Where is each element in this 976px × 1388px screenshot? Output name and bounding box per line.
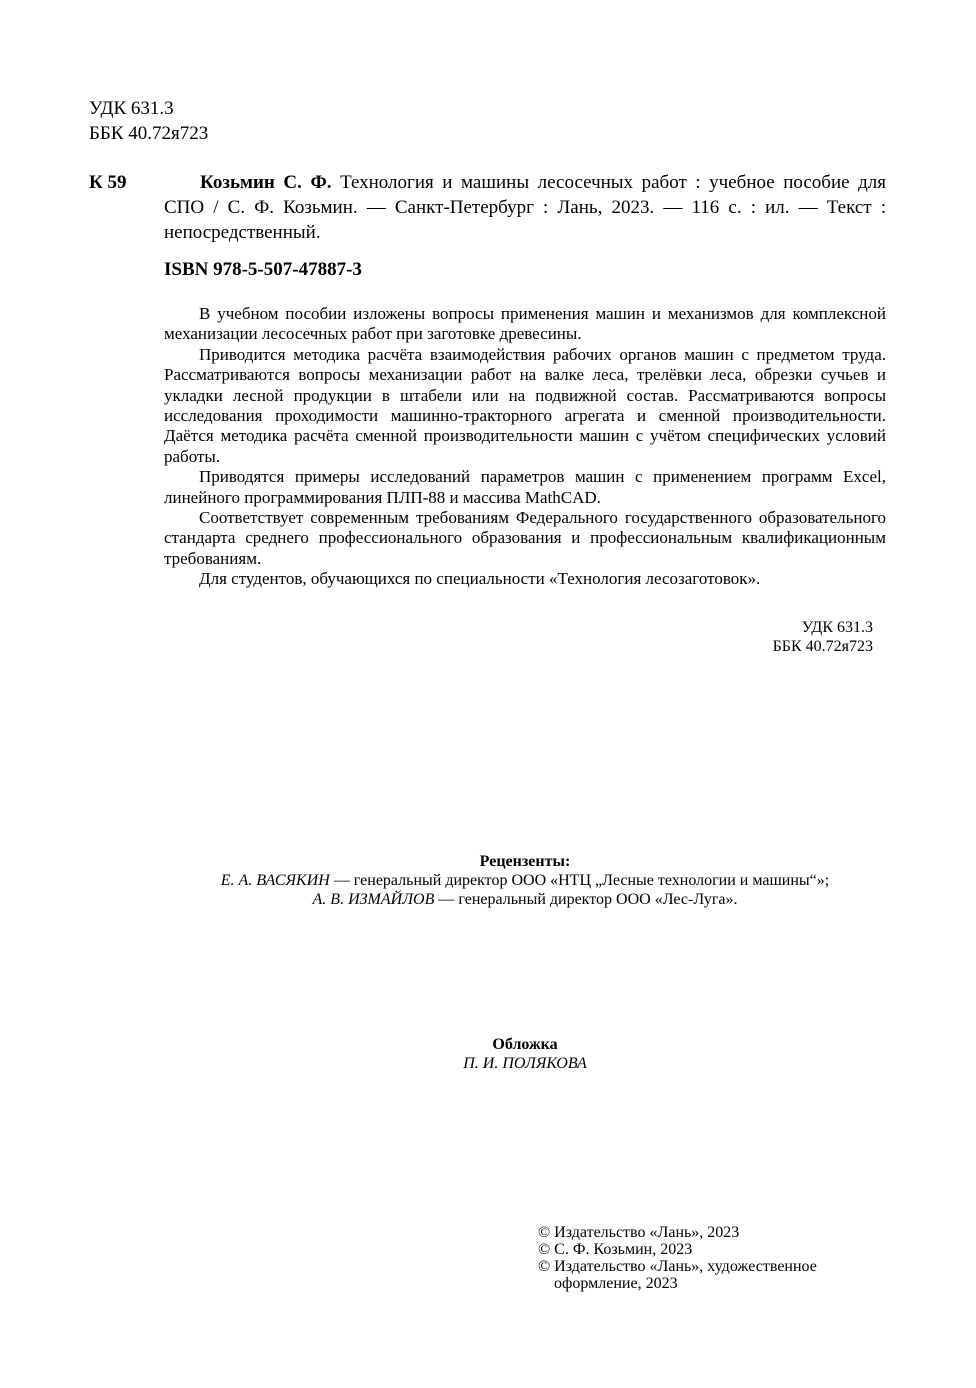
reviewer-name: А. В. ИЗМАЙЛОВ bbox=[312, 891, 435, 908]
reviewers-section bbox=[164, 852, 886, 909]
abstract bbox=[164, 304, 886, 590]
reviewer-entry bbox=[164, 890, 886, 909]
udk-code: УДК 631.3 bbox=[89, 98, 174, 119]
copyright-block bbox=[538, 1224, 878, 1292]
reviewer-name: Е. А. ВАСЯКИН bbox=[220, 872, 330, 889]
reviewer-entry bbox=[164, 871, 886, 890]
abstract-paragraph: Соответствует современным требованиям Федерального государственного образовательного стандарта среднего профессионального образования и профессиональным квалификационным требованиям. bbox=[164, 508, 886, 568]
copyright-line: оформление, 2023 bbox=[554, 1275, 678, 1292]
copyright-line: © Издательство «Лань», художественное bbox=[538, 1258, 817, 1275]
classification-block bbox=[89, 96, 208, 146]
author-code: К 59 bbox=[89, 172, 127, 193]
copyright-line: © Издательство «Лань», 2023 bbox=[538, 1224, 740, 1241]
abstract-paragraph: Приводится методика расчёта взаимодействия рабочих органов машин с предметом труда. Рассматриваются вопросы механизации работ на валке леса, трелёвки леса, обрезки сучьев и укладки лесной продукции в штабели или на подвижной состав. Рассматриваются вопросы исследования проходимости машинно-тракторного агрегата и сменной производительности. Даётся методика расчёта сменной производительности машин с учётом специфических условий работы. bbox=[164, 344, 886, 466]
bibliographic-record bbox=[164, 170, 886, 245]
book-author: Козьмин С. Ф. bbox=[200, 172, 332, 193]
bbk-code: ББК 40.72я723 bbox=[89, 123, 209, 144]
abstract-paragraph: В учебном пособии изложены вопросы применения машин и механизмов для комплексной механизации лесосечных работ при заготовке древесины. bbox=[164, 304, 886, 344]
book-description: Технология и машины лесосечных работ : учебное пособие для СПО / С. Ф. Козьмин. — Санкт-Петербург : Лань, 2023. — 116 с. : ил. — Текст : непосредственный. bbox=[164, 172, 887, 243]
reviewer-role: — генеральный директор ООО «Лес-Луга». bbox=[434, 891, 738, 908]
abstract-paragraph: Приводятся примеры исследований параметров машин с применением программ Excel, линейного программирования ПЛП-88 и массива MathCAD. bbox=[164, 467, 886, 507]
reviewer-role: — генеральный директор ООО «НТЦ „Лесные технологии и машины“»; bbox=[329, 872, 830, 889]
cover-designer: П. И. ПОЛЯКОВА bbox=[463, 1055, 587, 1072]
classification-block-right bbox=[700, 618, 873, 656]
udk-code-right: УДК 631.3 bbox=[801, 619, 873, 636]
bbk-code-right: ББК 40.72я723 bbox=[772, 638, 873, 655]
cover-heading: Обложка bbox=[492, 1036, 558, 1053]
cover-credit bbox=[164, 1035, 886, 1073]
reviewers-heading: Рецензенты: bbox=[479, 853, 571, 870]
abstract-paragraph: Для студентов, обучающихся по специальности «Технология лесозаготовок». bbox=[199, 569, 761, 589]
copyright-line: © С. Ф. Козьмин, 2023 bbox=[538, 1241, 693, 1258]
isbn: ISBN 978-5-507-47887-3 bbox=[164, 259, 362, 280]
